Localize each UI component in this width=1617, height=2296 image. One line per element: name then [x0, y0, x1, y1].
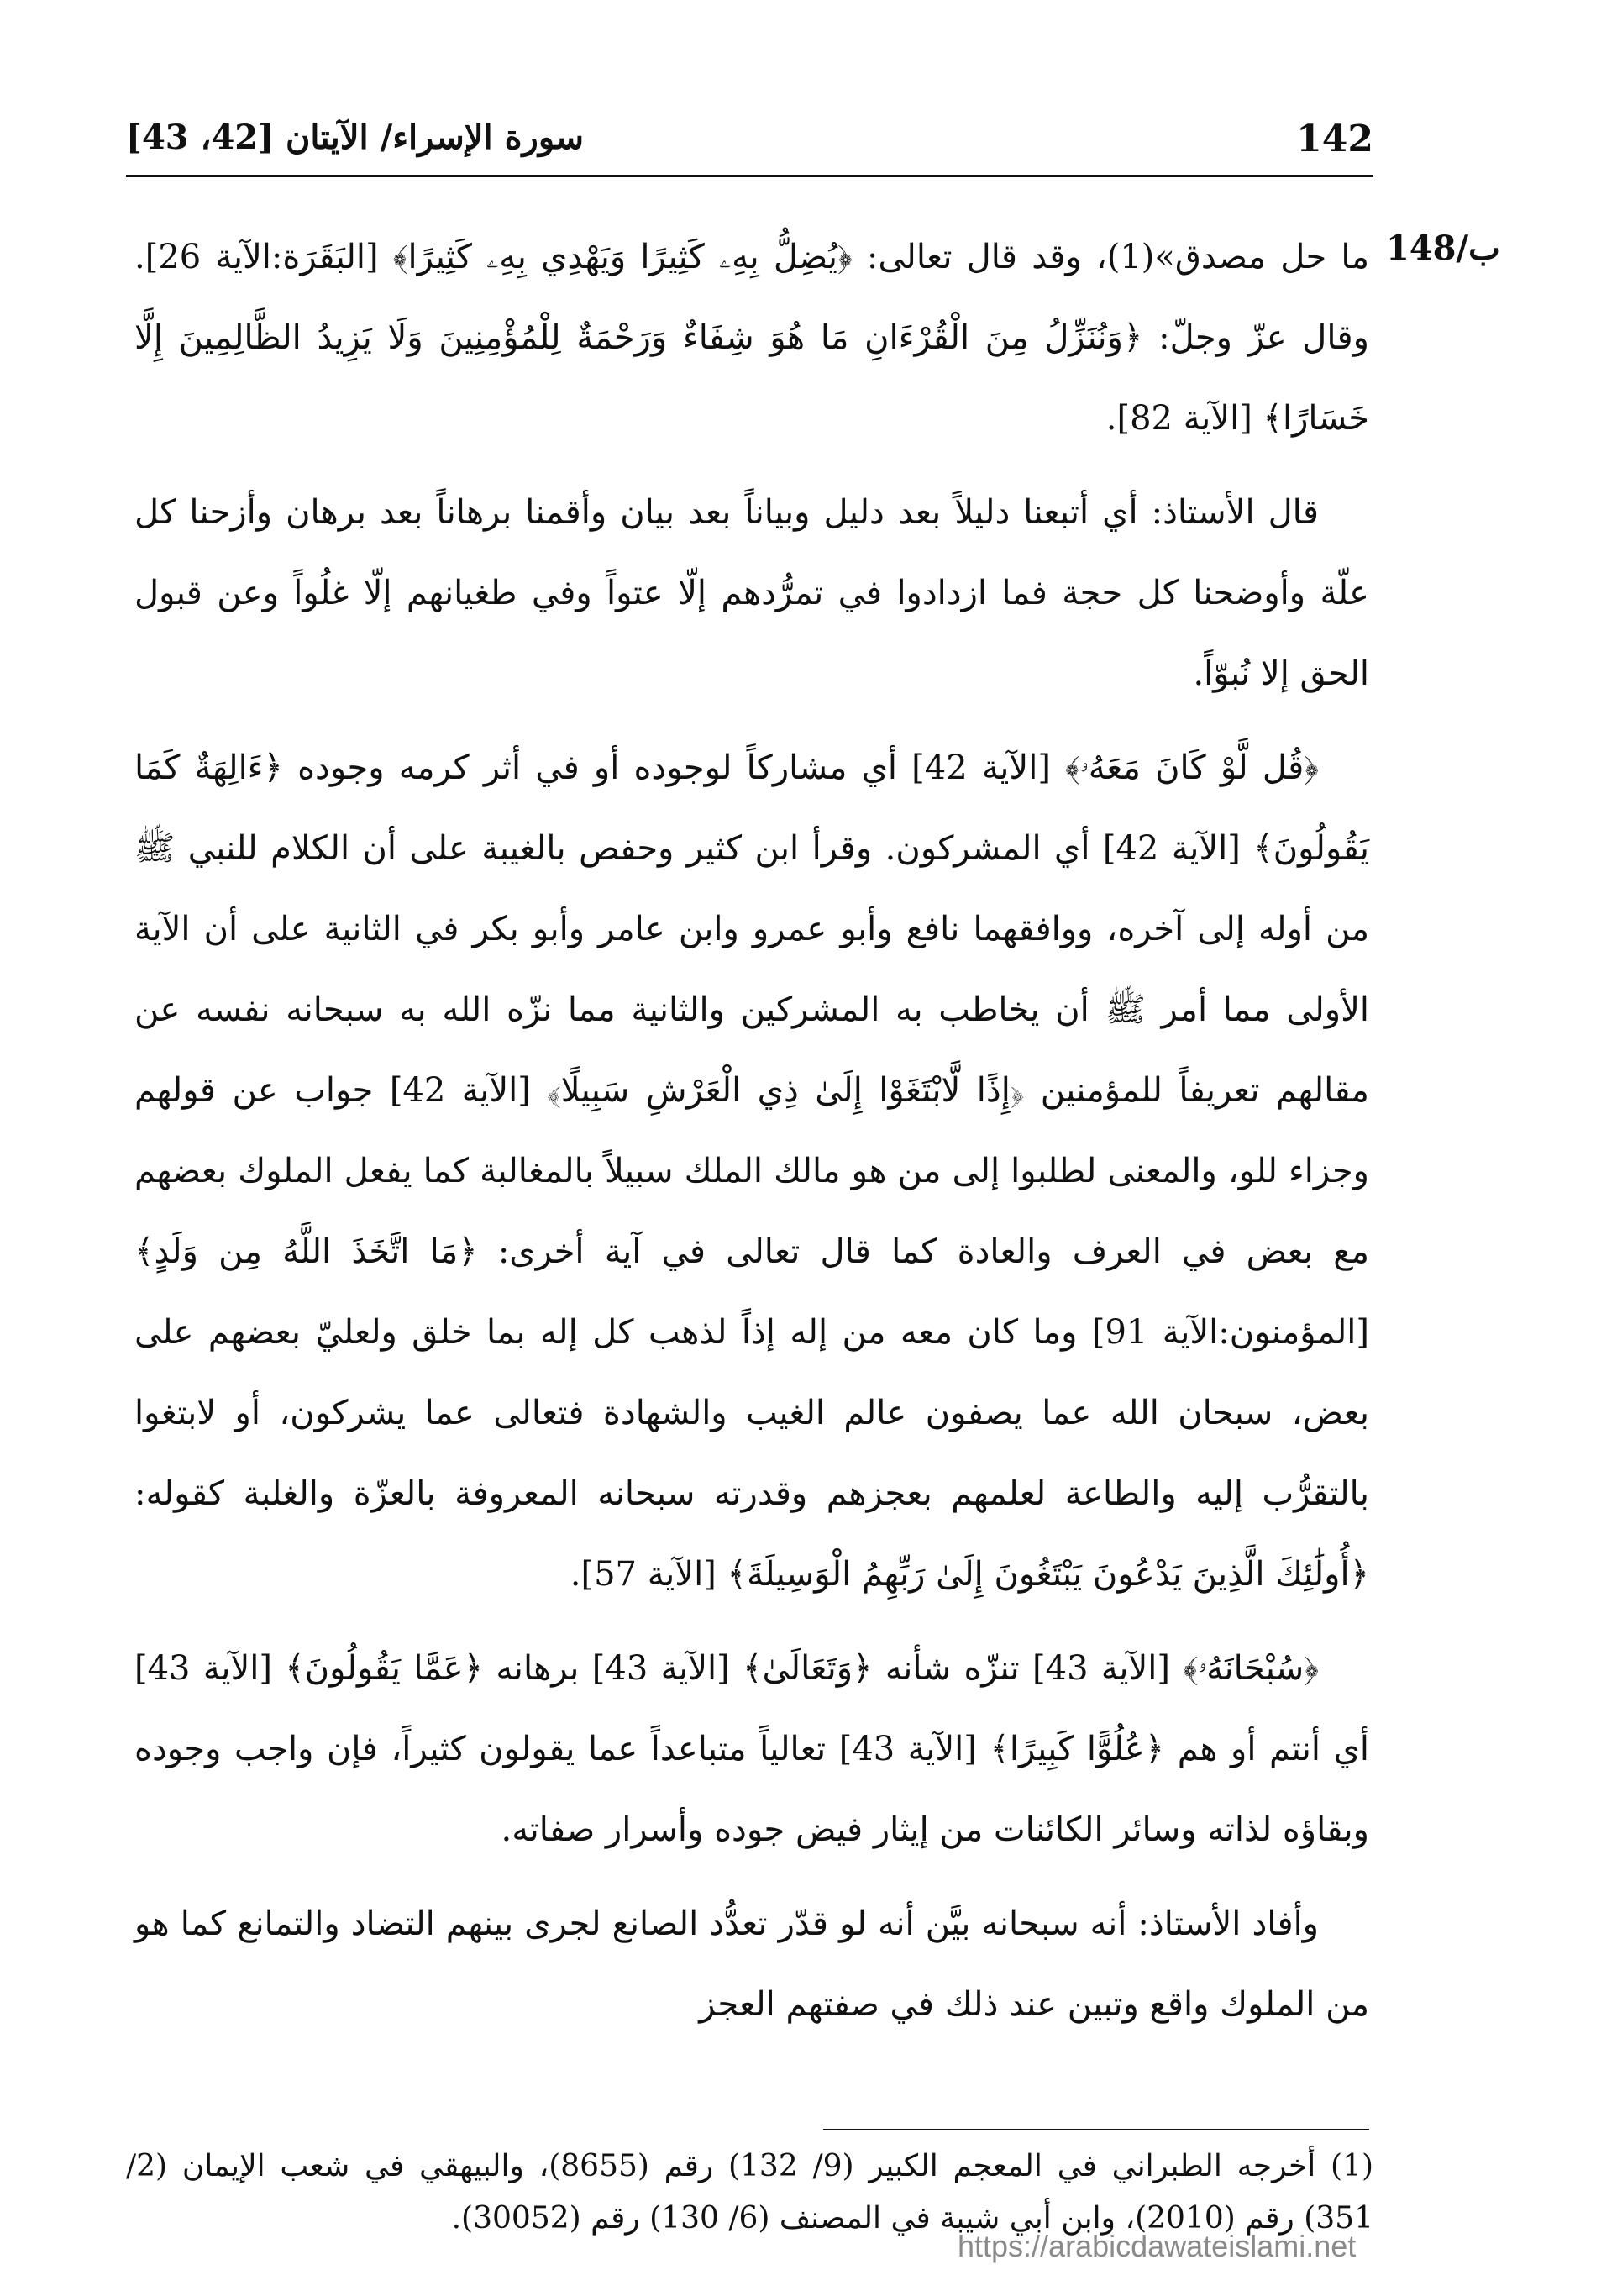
margin-note: 148/ب — [1386, 229, 1500, 268]
page-number: 142 — [1296, 118, 1373, 160]
main-text — [134, 217, 1369, 2058]
paragraph-3: ﴿قُل لَّوْ كَانَ مَعَهُۥ﴾ [الآية 42] أي مشاركاً لوجوده أو في أثر كرمه وجوده ﴿ءَالِهَةٌ كَمَا يَقُولُونَ﴾ [الآية 42] أي المشركون. وقرأ ابن كثير وحفص بالغيبة على أن الكلام للنبي ﷺ من أوله إلى آخره، ووافقهما نافع وأبو عمرو وابن عامر وأبو بكر في الثانية على أن الآية الأولى مما أمر ﷺ أن يخاطب به المشركين والثانية مما نزّه الله به سبحانه نفسه عن مقالهم تعريفاً للمؤمنين ﴿إِذًا لَّابْتَغَوْا إِلَىٰ ذِي الْعَرْشِ سَبِيلًا﴾ [الآية 42] جواب عن قولهم وجزاء للو، والمعنى لطلبوا إلى من هو مالك الملك سبيلاً بالمغالبة كما يفعل الملوك بعضهم مع بعض في العرف والعادة كما قال تعالى في آية أخرى: ﴿مَا اتَّخَذَ اللَّهُ مِن وَلَدٍ﴾ [المؤمنون:الآية 91] وما كان معه من إله إذاً لذهب كل إله بما خلق ولعليّ بعضهم على بعض، سبحان الله عما يصفون عالم الغيب والشهادة فتعالى عما يشركون، أو لابتغوا بالتقرُّب إليه والطاعة لعلمهم بعجزهم وقدرته سبحانه المعروفة بالعزّة والغلبة كقوله: ﴿أُولَٰئِكَ الَّذِينَ يَدْعُونَ يَبْتَغُونَ إِلَىٰ رَبِّهِمُ الْوَسِيلَةَ﴾ [الآية 57]. — [134, 749, 1369, 1594]
footnote: (1) أخرجه الطبراني في المعجم الكبير (9/ 132) رقم (8655)، والبيهقي في شعب الإيمان (2/ 351) رقم (2010)، وابن أبي شيبة في المصنف (6/ 130) رقم (30052). — [126, 2149, 1374, 2236]
paragraph-4: ﴿سُبْحَانَهُۥ﴾ [الآية 43] تنزّه شأنه ﴿وَتَعَالَىٰ﴾ [الآية 43] برهانه ﴿عَمَّا يَقُولُونَ﴾ [الآية 43] أي أنتم أو هم ﴿عُلُوًّا كَبِيرًا﴾ [الآية 43] تعالياً متباعداً عما يقولون كثيراً، فإن واجب وجوده وبقاؤه لذاته وسائر الكائنات من إيثار فيض جوده وأسرار صفاته. — [134, 1649, 1369, 1849]
page-header — [126, 118, 1373, 168]
header-rule — [126, 175, 1373, 181]
paragraph-1: ما حل مصدق»(1)، وقد قال تعالى: ﴿يُضِلُّ بِهِۦ كَثِيرًا وَيَهْدِي بِهِۦ كَثِيرًا﴾ [البَقَرَة:الآية 26]. وقال عزّ وجلّ: ﴿وَنُنَزِّلُ مِنَ الْقُرْءَانِ مَا هُوَ شِفَاءٌ وَرَحْمَةٌ لِلْمُؤْمِنِينَ وَلَا يَزِيدُ الظَّالِمِينَ إِلَّا خَسَارًا﴾ [الآية 82]. — [134, 238, 1369, 438]
footnote-rule — [823, 2129, 1369, 2130]
watermark-url: https://arabicdawateislami.net — [958, 2229, 1357, 2263]
paragraph-2: قال الأستاذ: أي أتبعنا دليلاً بعد دليل وبياناً بعد بيان وأقمنا برهاناً بعد برهان وأزحنا كل علّة وأوضحنا كل حجة فما ازدادوا في تمرُّدهم إلّا عتواً وفي طغيانهم إلّا غلُواً وعن قبول الحق إلا نُبوّاً. — [134, 493, 1369, 693]
paragraph-5: وأفاد الأستاذ: أنه سبحانه بيَّن أنه لو قدّر تعدُّد الصانع لجرى بينهم التضاد والتمانع كما هو من الملوك واقع وتبين عند ذلك في صفتهم العجز — [134, 1905, 1369, 2024]
running-title: سورة الإسراء/ الآيتان [42، 43] — [126, 118, 585, 157]
